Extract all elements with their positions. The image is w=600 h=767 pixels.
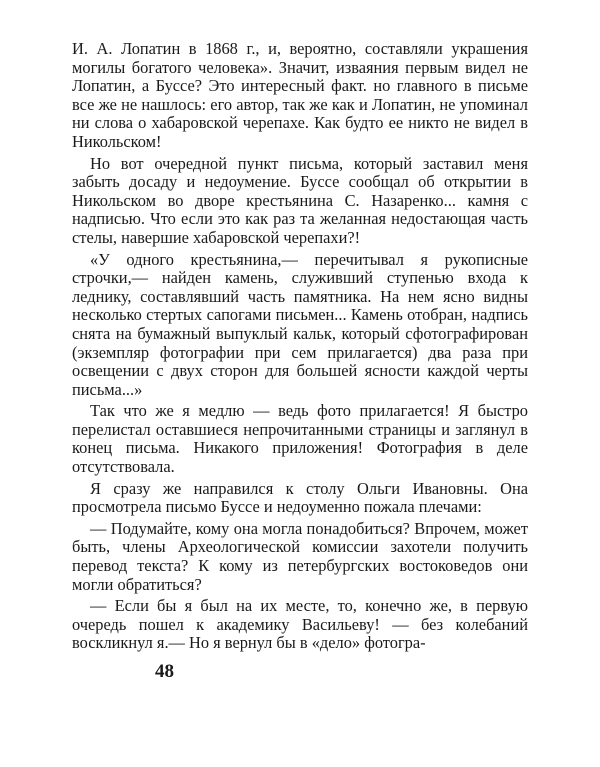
page-number: 48 [155, 661, 174, 682]
paragraph-5: Я сразу же направился к столу Ольги Ивановны. Она просмотрела письмо Буссе и недоуменно пожала плечами: [72, 478, 528, 517]
paragraph-6: — Подумайте, кому она могла понадобиться? Впрочем, может быть, члены Археологической комиссии захотели получить перевод текста? К кому из петербургских востоковедов они могли обратиться? [72, 518, 528, 594]
paragraph-2: Но вот очередной пункт письма, который заставил меня забыть досаду и недоумение. Буссе сообщал об открытии в Никольском во дворе крестьянина С. Назаренко... камня с надписью. Что если это как раз та желанная недостающая часть стелы, навершие хабаровской черепахи?! [72, 153, 528, 247]
body-text [72, 40, 528, 653]
paragraph-3: «У одного крестьянина,— перечитывал я рукописные строчки,— найден камень, служивший ступенью входа к леднику, составлявший часть памятника. На нем ясно видны несколько стертых сапогами письмен... Камень отобран, надпись снята на бумажный выпуклый кальк, который сфотографирован (экземпляр фотографии при сем прилагается) два раза при освещении с двух сторон для большей ясности каждой черты письма...» [72, 249, 528, 399]
paragraph-1: И. А. Лопатин в 1868 г., и, вероятно, составляли украшения могилы богатого человека». Значит, изваяния первым видел не Лопатин, а Буссе? Это интересный факт. но главного в письме все же не нашлось: его автор, так же как и Лопатин, не упоминал ни слова о хабаровской черепахе. Как будто ее никто не видел в Никольском! [72, 39, 528, 151]
paragraph-4: Так что же я медлю — ведь фото прилагается! Я быстро перелистал оставшиеся непрочитанными страницы и заглянул в конец письма. Никакого приложения! Фотография в деле отсутствовала. [72, 401, 528, 477]
paragraph-7: — Если бы я был на их месте, то, конечно же, в первую очередь пошел к академику Васильеву! — без колебаний воскликнул я.— Но я вернул бы в «дело» фотогра- [72, 596, 528, 653]
